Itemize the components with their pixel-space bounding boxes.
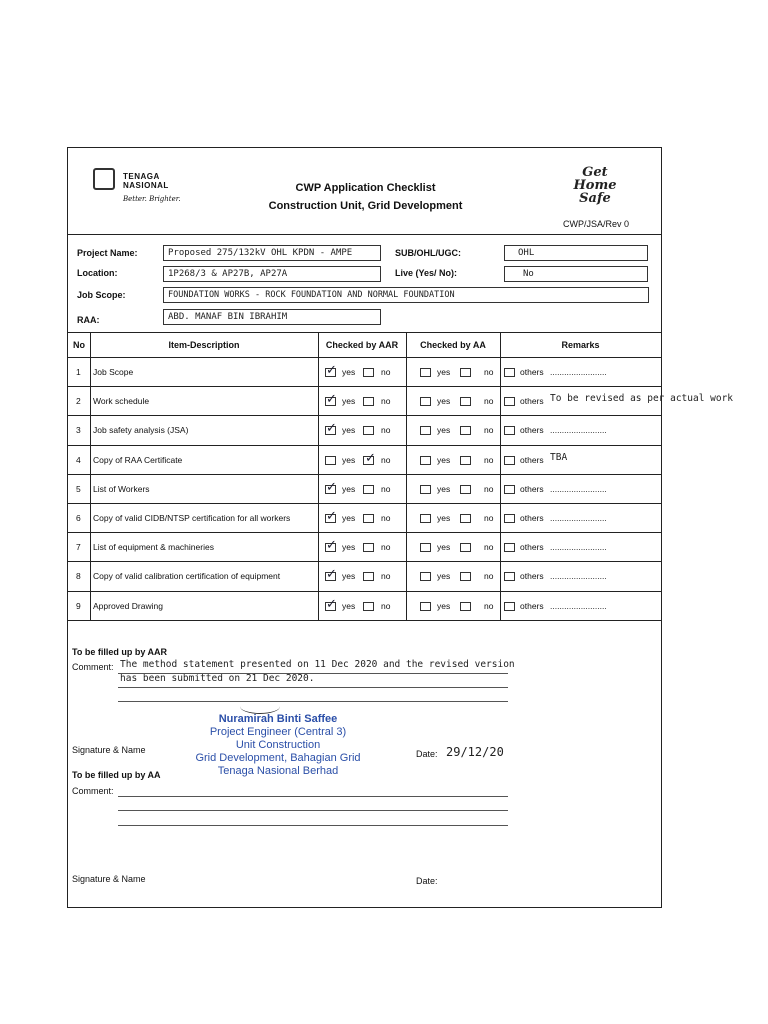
aar-yes-label: yes (342, 571, 356, 582)
item-description: List of equipment & machineries (93, 542, 214, 553)
others-checkbox[interactable] (504, 572, 515, 581)
aa-no-checkbox[interactable] (460, 543, 471, 552)
row-number: 3 (76, 425, 81, 436)
aa-no-label: no (484, 513, 494, 523)
table-row-divider (68, 620, 661, 621)
others-label: others (520, 542, 544, 553)
aa-no-checkbox[interactable] (460, 572, 471, 581)
aa-yes-checkbox[interactable] (420, 397, 431, 406)
aar-comment-underline-1 (118, 673, 508, 674)
item-description: Copy of valid calibration certification of equipment (93, 571, 281, 582)
job-scope-value: FOUNDATION WORKS - ROCK FOUNDATION AND NORMAL FOUNDATION (168, 290, 455, 300)
item-description: Job Scope (93, 367, 134, 377)
checkmark-icon: ✓ (365, 449, 376, 465)
location-label: Location: (77, 268, 118, 278)
others-label: others (520, 454, 544, 465)
aar-comment-underline-3 (118, 701, 508, 702)
aa-comment-label: Comment: (72, 786, 114, 796)
aar-no-checkbox[interactable] (363, 397, 374, 406)
aar-no-label: no (381, 425, 391, 436)
aar-no-label: no (381, 454, 391, 465)
others-checkbox[interactable] (504, 602, 515, 611)
aar-yes-label: yes (342, 513, 356, 523)
handwritten-signature (240, 699, 280, 714)
table-row-divider (68, 445, 661, 446)
divider (68, 234, 661, 235)
row-number: 1 (76, 367, 81, 377)
raa-label: RAA: (77, 315, 100, 325)
aar-yes-label: yes (342, 600, 356, 611)
get-home-safe-logo: Get Home Safe (573, 165, 617, 206)
aa-yes-label: yes (437, 396, 451, 407)
stamp-line: Grid Development, Bahagian Grid (195, 752, 361, 764)
aa-no-checkbox[interactable] (460, 514, 471, 523)
row-number: 7 (76, 542, 81, 553)
checkmark-icon: ✓ (326, 537, 337, 553)
others-label: others (520, 425, 544, 436)
form-subtitle: Construction Unit, Grid Development (268, 200, 463, 212)
table-header-cell: Remarks (561, 340, 600, 350)
aa-no-checkbox[interactable] (460, 485, 471, 494)
aar-no-checkbox[interactable] (363, 426, 374, 435)
aa-no-checkbox[interactable] (460, 397, 471, 406)
others-checkbox[interactable] (504, 543, 515, 552)
table-row-divider (68, 415, 661, 416)
aa-section-heading: To be filled up by AA (72, 770, 161, 780)
project-name-value: Proposed 275/132kV OHL KPDN - AMPE (168, 248, 353, 258)
table-column-divider (406, 332, 407, 620)
table-row-divider (68, 561, 661, 562)
aar-comment-label: Comment: (72, 662, 114, 672)
aa-no-label: no (484, 600, 494, 611)
row-number: 2 (76, 396, 81, 407)
aa-yes-label: yes (437, 600, 451, 611)
logo-text-nasional: NASIONAL (123, 181, 169, 190)
others-label: others (520, 483, 544, 494)
item-description: Job safety analysis (JSA) (93, 425, 189, 436)
aa-yes-label: yes (437, 367, 451, 377)
raa-value: ABD. MANAF BIN IBRAHIM (168, 312, 288, 322)
aa-comment-underline-3[interactable] (118, 825, 508, 826)
checkmark-icon: ✓ (326, 391, 337, 407)
checkmark-icon: ✓ (326, 595, 337, 611)
sub-ohl-ugc-label: SUB/OHL/UGC: (395, 248, 461, 258)
aa-signature-label: Signature & Name (72, 874, 146, 884)
aar-yes-label: yes (342, 483, 356, 494)
table-row-divider (68, 503, 661, 504)
aar-no-label: no (381, 367, 391, 377)
aar-no-label: no (381, 542, 391, 553)
others-checkbox[interactable] (504, 397, 515, 406)
aa-no-checkbox[interactable] (460, 426, 471, 435)
table-column-divider (90, 332, 91, 620)
remark-value: TBA (550, 451, 568, 463)
aar-no-label: no (381, 396, 391, 407)
aa-yes-label: yes (437, 425, 451, 436)
remark-value: ........................ (550, 367, 607, 377)
aa-yes-label: yes (437, 483, 451, 494)
aar-no-label: no (381, 571, 391, 582)
aa-no-label: no (484, 542, 494, 553)
sub-ohl-ugc-value: OHL (518, 248, 535, 258)
aa-no-label: no (484, 483, 494, 494)
aa-comment-underline-1[interactable] (118, 796, 508, 797)
form-title: CWP Application Checklist (295, 182, 436, 194)
aar-yes-label: yes (342, 396, 356, 407)
aa-yes-checkbox[interactable] (420, 602, 431, 611)
aa-date-label: Date: (416, 876, 438, 886)
table-header-cell: Checked by AA (420, 340, 486, 350)
checkmark-icon: ✓ (326, 420, 337, 436)
aa-yes-label: yes (437, 454, 451, 465)
remark-value: ........................ (550, 571, 607, 582)
aa-yes-label: yes (437, 571, 451, 582)
aar-no-checkbox[interactable] (363, 572, 374, 581)
stamp-line: Project Engineer (Central 3) (209, 726, 347, 738)
aa-yes-label: yes (437, 513, 451, 523)
table-header-cell: Item-Description (168, 340, 240, 350)
remark-value: ........................ (550, 425, 607, 436)
others-checkbox[interactable] (504, 514, 515, 523)
others-label: others (520, 600, 544, 611)
others-checkbox[interactable] (504, 368, 515, 377)
remark-value: ........................ (550, 513, 607, 523)
aa-no-label: no (484, 454, 494, 465)
aar-date-value: 29/12/20 (446, 745, 504, 759)
others-checkbox[interactable] (504, 456, 515, 465)
live-value: No (523, 269, 534, 279)
checkmark-icon: ✓ (326, 478, 337, 494)
row-number: 5 (76, 483, 81, 494)
others-label: others (520, 513, 544, 523)
revision-code: CWP/JSA/Rev 0 (563, 219, 630, 229)
checklist-form (67, 147, 734, 908)
aar-no-label: no (381, 600, 391, 611)
aar-yes-label: yes (342, 454, 356, 465)
checkmark-icon: ✓ (326, 566, 337, 582)
remark-value: ........................ (550, 542, 607, 553)
aar-no-label: no (381, 483, 391, 494)
remark-value: ........................ (550, 483, 607, 494)
row-number: 6 (76, 513, 81, 523)
others-label: others (520, 367, 544, 377)
aar-yes-checkbox[interactable] (325, 456, 336, 465)
aar-yes-label: yes (342, 542, 356, 553)
item-description: List of Workers (93, 483, 150, 494)
logo-text-tenaga: TENAGA (123, 172, 160, 181)
table-row-divider (68, 386, 661, 387)
others-label: others (520, 571, 544, 582)
aa-no-label: no (484, 571, 494, 582)
aa-no-label: no (484, 396, 494, 407)
job-scope-label: Job Scope: (77, 290, 126, 300)
aar-date-label: Date: (416, 749, 438, 759)
table-header-divider (68, 357, 661, 358)
aa-yes-checkbox[interactable] (420, 572, 431, 581)
table-row-divider (68, 532, 661, 533)
aa-yes-checkbox[interactable] (420, 456, 431, 465)
logo-tagline: Better. Brighter. (123, 195, 181, 203)
aar-no-checkbox[interactable] (363, 485, 374, 494)
aa-yes-checkbox[interactable] (420, 543, 431, 552)
aa-yes-checkbox[interactable] (420, 485, 431, 494)
aar-no-label: no (381, 513, 391, 523)
item-description: Work schedule (93, 396, 150, 407)
remark-value: ........................ (550, 600, 607, 611)
aa-no-checkbox[interactable] (460, 456, 471, 465)
aar-comment-underline-2 (118, 687, 508, 688)
table-column-divider (318, 332, 319, 620)
aar-yes-label: yes (342, 367, 356, 377)
project-name-label: Project Name: (77, 248, 138, 258)
aar-section-heading: To be filled up by AAR (72, 647, 167, 657)
stamp-line: Tenaga Nasional Berhad (217, 765, 339, 777)
item-description: Copy of RAA Certificate (93, 454, 183, 465)
table-column-divider (500, 332, 501, 620)
table-row-divider (68, 474, 661, 475)
item-description: Approved Drawing (93, 600, 163, 611)
others-label: others (520, 396, 544, 407)
aar-signature-label: Signature & Name (72, 745, 146, 755)
aar-no-checkbox[interactable] (363, 514, 374, 523)
aar-no-checkbox[interactable] (363, 543, 374, 552)
others-checkbox[interactable] (504, 485, 515, 494)
aa-no-checkbox[interactable] (460, 602, 471, 611)
aar-yes-label: yes (342, 425, 356, 436)
others-checkbox[interactable] (504, 426, 515, 435)
aa-yes-checkbox[interactable] (420, 426, 431, 435)
aar-no-checkbox[interactable] (363, 368, 374, 377)
row-number: 8 (76, 571, 81, 582)
location-value: 1P268/3 & AP27B, AP27A (168, 269, 288, 279)
aa-yes-label: yes (437, 542, 451, 553)
row-number: 9 (76, 600, 81, 611)
table-header-cell: Checked by AAR (325, 340, 399, 350)
aa-no-label: no (484, 425, 494, 436)
aa-yes-checkbox[interactable] (420, 514, 431, 523)
aa-no-checkbox[interactable] (460, 368, 471, 377)
aa-no-label: no (484, 367, 494, 377)
aa-yes-checkbox[interactable] (420, 368, 431, 377)
table-row-divider (68, 591, 661, 592)
live-label: Live (Yes/ No): (395, 268, 458, 278)
table-top-border (68, 332, 661, 333)
aar-no-checkbox[interactable] (363, 602, 374, 611)
stamp-line: Unit Construction (235, 739, 321, 751)
remark-value: To be revised as per actual work (550, 393, 734, 405)
row-number: 4 (76, 454, 81, 465)
stamp-line: Nuramirah Binti Saffee (218, 713, 338, 725)
aar-comment-line-1: The method statement presented on 11 Dec 2020 and the revised version (120, 659, 515, 670)
table-header-cell: No (73, 340, 85, 350)
checkmark-icon: ✓ (326, 508, 337, 523)
item-description: Copy of valid CIDB/NTSP certification for all workers (93, 513, 291, 523)
aa-comment-underline-2[interactable] (118, 810, 508, 811)
checkmark-icon: ✓ (326, 362, 337, 377)
aar-comment-line-2: has been submitted on 21 Dec 2020. (120, 673, 315, 684)
